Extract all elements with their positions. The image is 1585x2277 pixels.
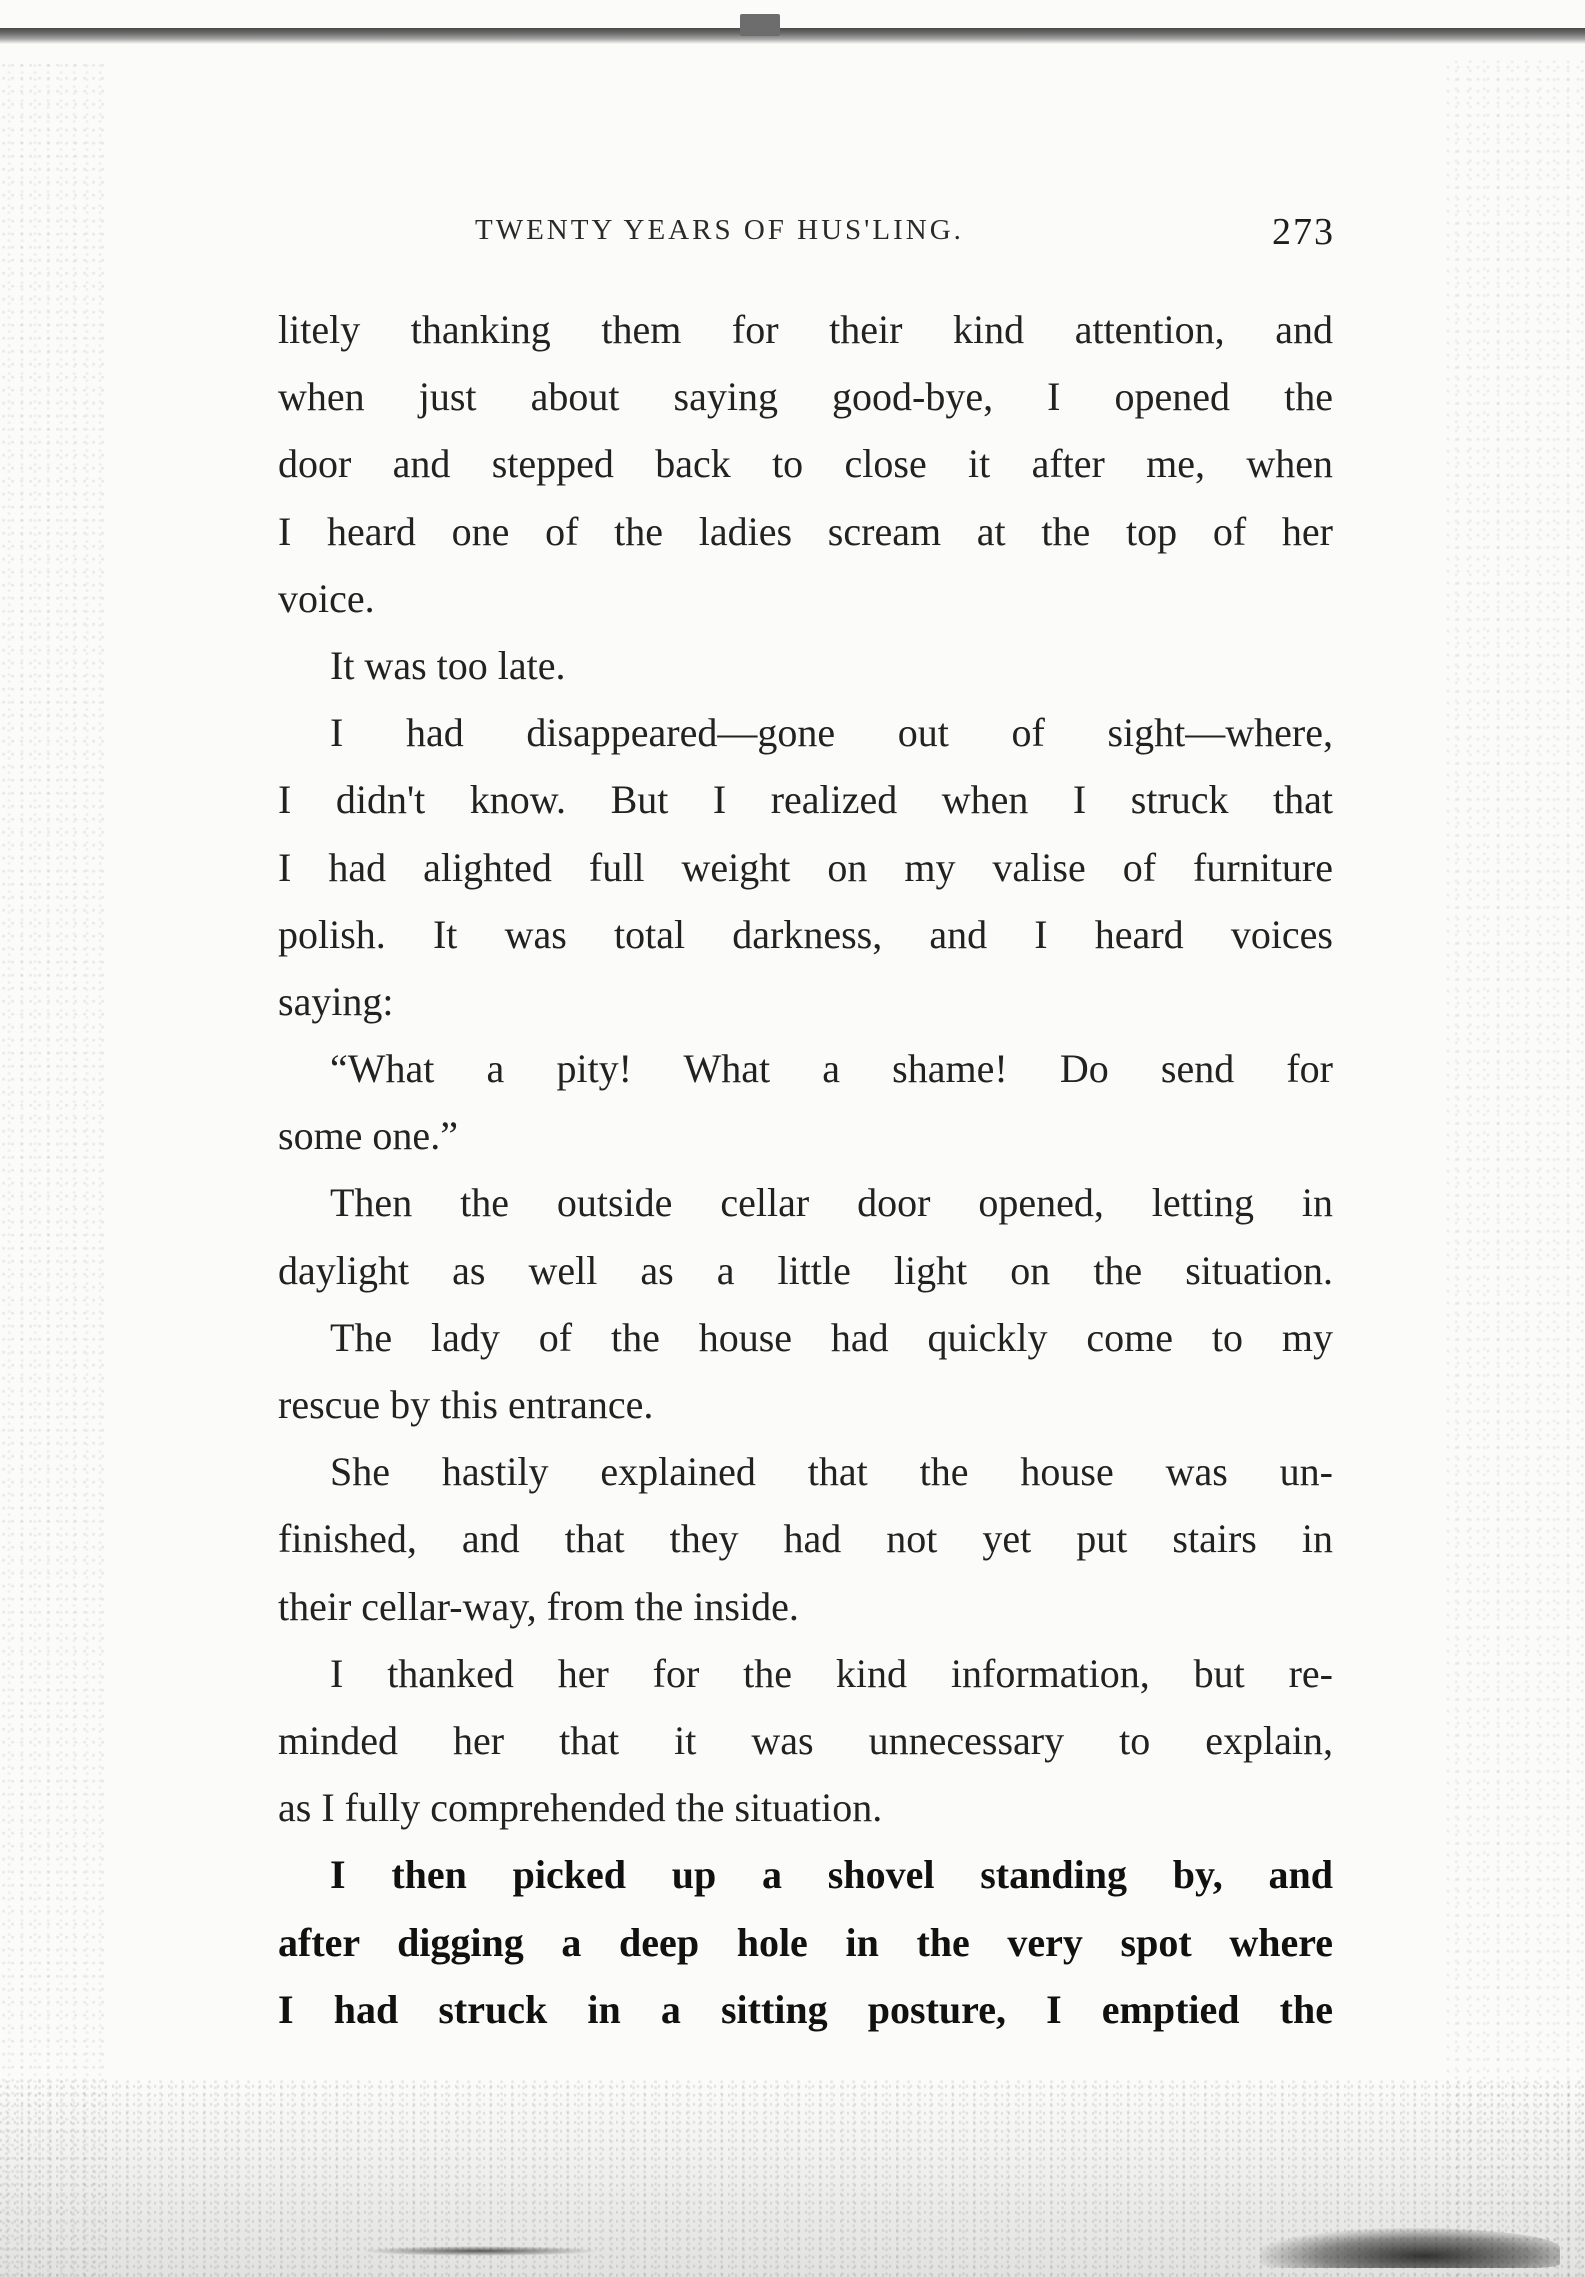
text-line: I had struck in a sitting posture, I emptied the — [278, 1986, 1333, 2032]
text-line: daylight as well as a little light on the situation. — [278, 1247, 1333, 1293]
text-line: It was too late. — [330, 642, 566, 688]
running-head — [280, 210, 1335, 260]
text-line: minded her that it was unnecessary to explain, — [278, 1717, 1333, 1763]
text-line: as I fully comprehended the situation. — [278, 1785, 883, 1831]
text-line: their cellar-way, from the inside. — [278, 1583, 799, 1629]
text-line: door and stepped back to close it after me, when — [278, 441, 1333, 487]
text-line: finished, and that they had not yet put stairs in — [278, 1516, 1333, 1562]
text-line: I didn't know. But I realized when I struck that — [278, 777, 1333, 823]
text-line: Then the outside cellar door opened, letting in — [330, 1180, 1333, 1226]
scan-smudge-left — [360, 2246, 600, 2256]
running-title: TWENTY YEARS OF HUS'LING. — [475, 214, 964, 246]
text-line: polish. It was total darkness, and I heard voices — [278, 911, 1333, 957]
text-line: I thanked her for the kind information, but re- — [330, 1650, 1333, 1696]
text-line: She hastily explained that the house was un- — [330, 1449, 1333, 1495]
scan-speckle-right — [1445, 60, 1585, 2277]
text-line: “What a pity! What a shame! Do send for — [330, 1046, 1333, 1092]
text-line: voice. — [278, 575, 375, 621]
text-line: I then picked up a shovel standing by, and — [330, 1852, 1333, 1898]
text-line: I had disappeared—gone out of sight—where, — [330, 710, 1333, 756]
scan-speckle-left — [0, 60, 110, 2277]
page-number: 273 — [1272, 211, 1335, 253]
scan-smudge-right — [1260, 2228, 1560, 2268]
text-line: I heard one of the ladies scream at the top of her — [278, 508, 1333, 554]
body-text — [278, 296, 1333, 2043]
text-line: rescue by this entrance. — [278, 1382, 654, 1427]
text-line: when just about saying good-bye, I opened the — [278, 374, 1333, 420]
text-line: litely thanking them for their kind attention, and — [278, 307, 1333, 352]
scan-edge-top — [0, 28, 1585, 44]
text-line: after digging a deep hole in the very spot where — [278, 1919, 1333, 1965]
scan-edge-notch — [740, 14, 780, 36]
text-line: I had alighted full weight on my valise of furniture — [278, 844, 1333, 890]
text-line: saying: — [278, 978, 394, 1024]
text-line: The lady of the house had quickly come to my — [330, 1314, 1333, 1360]
text-line: some one.” — [278, 1113, 458, 1159]
